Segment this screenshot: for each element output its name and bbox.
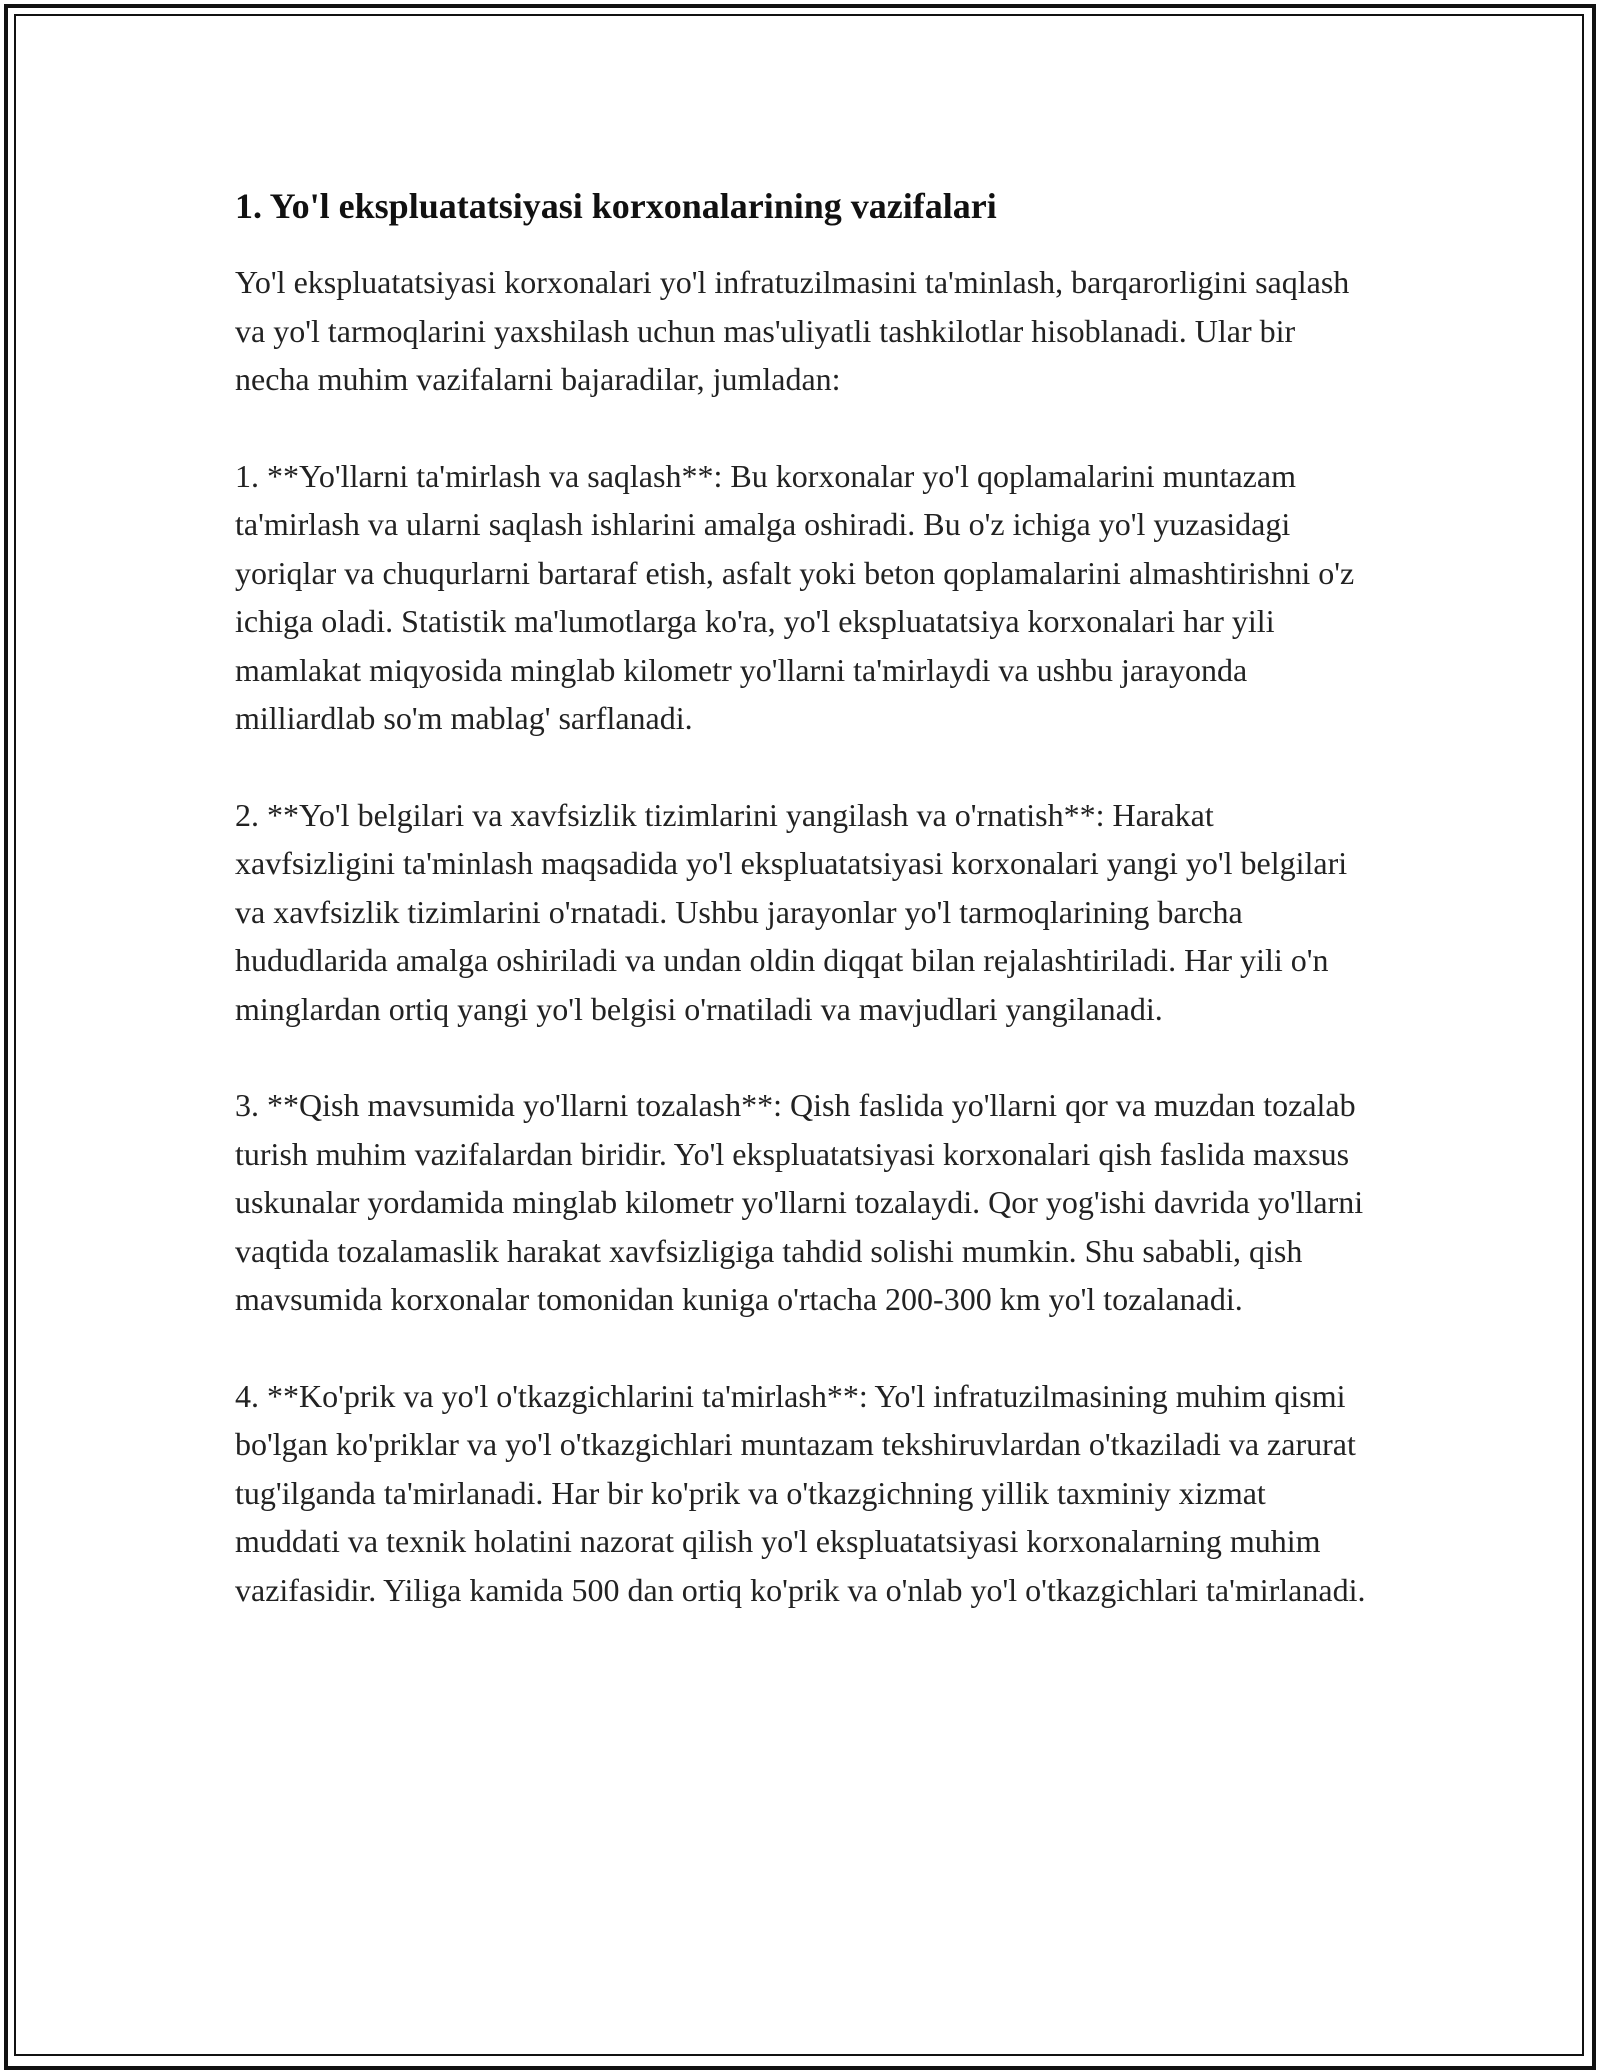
list-item: 3. **Qish mavsumida yo'llarni tozalash**: Qish faslida yo'llarni qor va muzdan tozalab turish muhim vazifalardan biridir. Yo'l ekspluatatsiyasi korxonalari qish faslida maxsus uskunalar yordamida minglab kilometr yo'llarni tozalaydi. Qor yog'ishi davrida yo'llarni vaqtida tozalamaslik harakat xavfsizligiga tahdid solishi mumkin. Shu sababli, qish mavsumida korxonalar tomonidan kuniga o'rtacha 200-300 km yo'l tozalanadi.	[235, 1087, 1364, 1317]
list-item: 1. **Yo'llarni ta'mirlash va saqlash**: Bu korxonalar yo'l qoplamalarini muntazam ta'mirlash va ularni saqlash ishlarini amalga oshiradi. Bu o'z ichiga yo'l yuzasidagi yoriqlar va chuqurlarni bartaraf etish, asfalt yoki beton qoplamalarini almashtirishni o'z ichiga oladi. Statistik ma'lumotlarga ko'ra, yo'l ekspluatatsiya korxonalari har yili mamlakat miqyosida minglab kilometr yo'llarni ta'mirlaydi va ushbu jarayonda milliardlab so'm mablag' sarflanadi.	[235, 457, 1355, 736]
intro-paragraph: Yo'l ekspluatatsiyasi korxonalari yo'l infratuzilmasini ta'minlash, barqarorligini saqlash va yo'l tarmoqlarini yaxshilash uchun mas'uliyatli tashkilotlar hisoblanadi. Ular bir necha muhim vazifalarni bajaradilar, jumladan:	[235, 264, 1350, 397]
document-body	[235, 182, 1375, 1662]
list-item: 4. **Ko'prik va yo'l o'tkazgichlarini ta'mirlash**: Yo'l infratuzilmasining muhim qismi bo'lgan ko'priklar va yo'l o'tkazgichlari muntazam tekshiruvlardan o'tkaziladi va zarurat tug'ilganda ta'mirlanadi. Har bir ko'prik va o'tkazgichning yillik taxminiy xizmat muddati va texnik holatini nazorat qilish yo'l ekspluatatsiyasi korxonalarning muhim vazifasidir. Yiliga kamida 500 dan ortiq ko'prik va o'nlab yo'l o'tkazgichlari ta'mirlanadi.	[235, 1377, 1366, 1608]
list-item: 2. **Yo'l belgilari va xavfsizlik tizimlarini yangilash va o'rnatish**: Harakat xavfsizligini ta'minlash maqsadida yo'l ekspluatatsiyasi korxonalari yangi yo'l belgilari va xavfsizlik tizimlarini o'rnatadi. Ushbu jarayonlar yo'l tarmoqlarining barcha hududlarida amalga oshiriladi va undan oldin diqqat bilan rejalashtiriladi. Har yili o'n minglardan ortiq yangi yo'l belgisi o'rnatiladi va mavjudlari yangilanadi.	[235, 796, 1348, 1027]
section-title: 1. Yo'l ekspluatatsiyasi korxonalarining vazifalari	[235, 186, 997, 226]
